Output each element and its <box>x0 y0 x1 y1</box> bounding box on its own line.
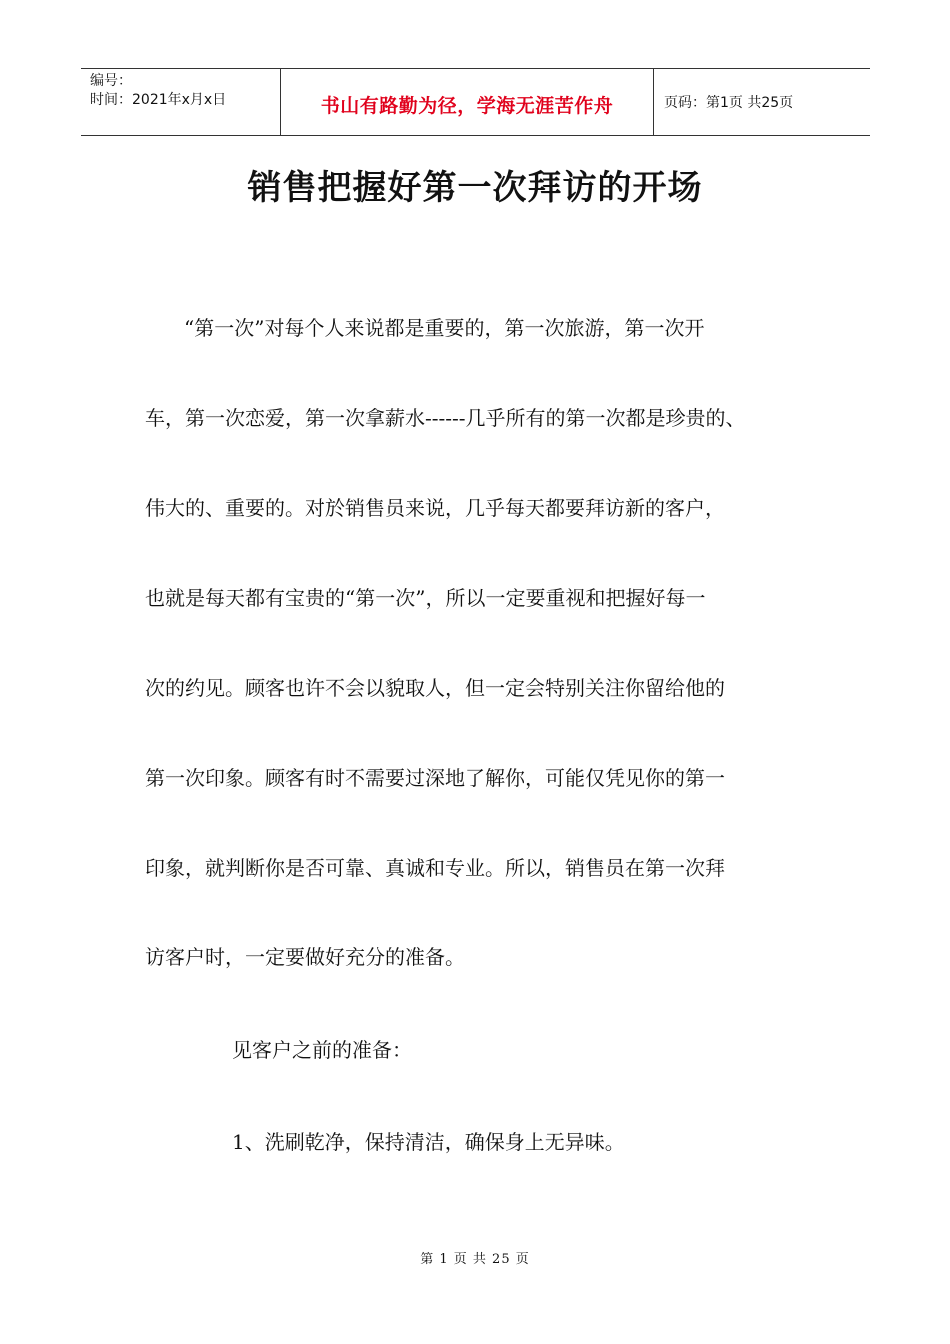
page-footer: 第 1 页 共 25 页 <box>420 1252 530 1267</box>
paragraph-line: “第一次”对每个人来说都是重要的，第一次旅游，第一次开 <box>184 316 705 340</box>
section-heading: 见客户之前的准备： <box>232 1038 412 1062</box>
header-motto-cell <box>281 69 654 135</box>
header-motto: 书山有路勤为径，学海无涯苦作舟 <box>320 94 614 117</box>
header-page-cell <box>654 69 870 135</box>
paragraph-line: 伟大的、重要的。对於销售员来说，几乎每天都要拜访新的客户， <box>145 496 725 520</box>
paragraph-line: 访客户时，一定要做好充分的准备。 <box>145 945 465 969</box>
header-table <box>81 68 870 136</box>
paragraph-line: 印象，就判断你是否可靠、真诚和专业。所以，销售员在第一次拜 <box>145 856 725 880</box>
document-title: 销售把握好第一次拜访的开场 <box>247 168 703 208</box>
document-date: 时间：2021年x月x日 <box>90 92 227 108</box>
list-item: 1、洗刷乾净，保持清洁，确保身上无异味。 <box>232 1130 625 1154</box>
header-meta-cell <box>81 69 281 135</box>
document-number-label: 编号： <box>90 73 132 89</box>
header-page-info: 页码：第1页 共25页 <box>664 95 794 111</box>
paragraph-line: 次的约见。顾客也许不会以貌取人，但一定会特别关注你留给他的 <box>145 676 725 700</box>
paragraph-line: 车，第一次恋爱，第一次拿薪水------几乎所有的第一次都是珍贵的、 <box>145 406 746 430</box>
paragraph-line: 也就是每天都有宝贵的“第一次”，所以一定要重视和把握好每一 <box>145 586 706 610</box>
paragraph-line: 第一次印象。顾客有时不需要过深地了解你，可能仅凭见你的第一 <box>145 766 725 790</box>
